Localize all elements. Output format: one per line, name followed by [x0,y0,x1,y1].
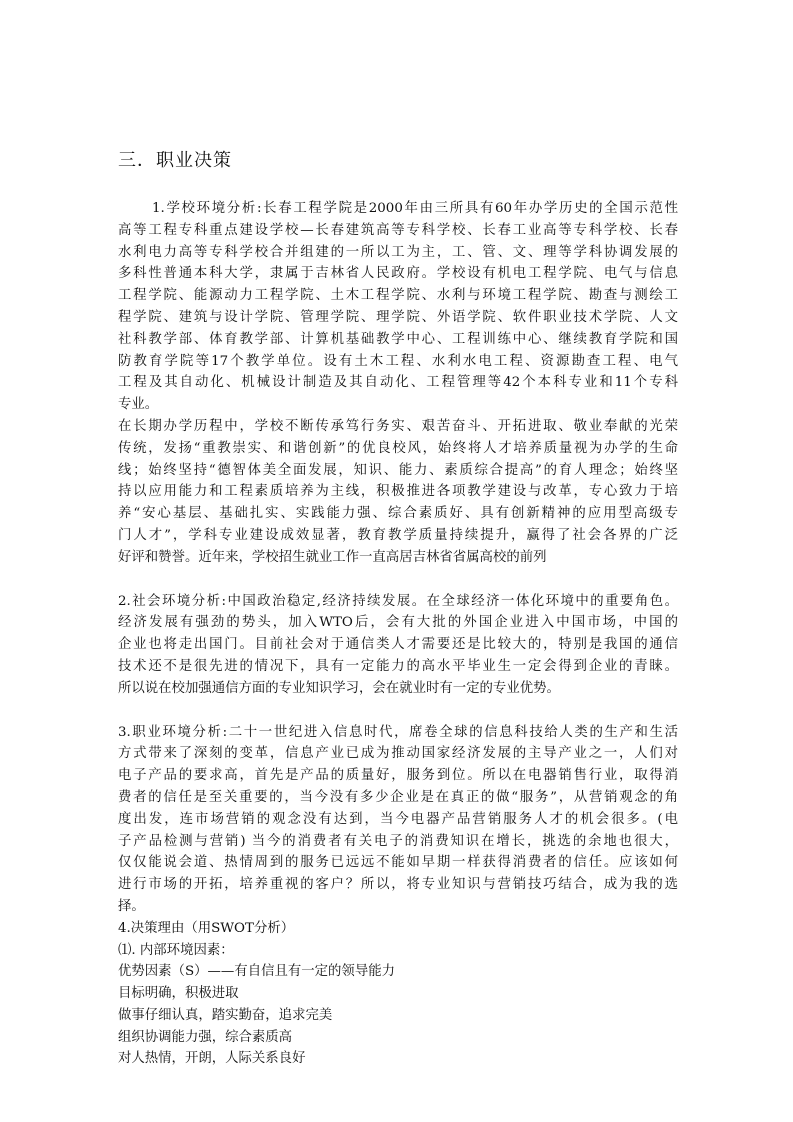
text-line: 水利电力高等专科学校合并组建的一所以工为主，工、管、文、理等学科协调发展的 [118,244,678,260]
text-line: 程学院、建筑与设计学院、管理学院、理学院、外语学院、软件职业技术学院、人文 [118,309,678,325]
text-line: 子产品检测与营销) 当今的消费者有关电子的消费知识在增长，挑选的余地也很大， [118,833,678,849]
list-item: 目标明确，积极进取 [118,986,239,1002]
text-line: 在长期办学历程中，学校不断传承笃行务实、艰苦奋斗、开拓进取、敬业奉献的光荣 [118,418,678,434]
document-body [118,198,678,1070]
paragraph-gap [118,569,678,591]
internal-factors-heading: ⑴. 内部环境因素： [118,942,234,958]
text-line: 电子产品的要求高，首先是产品的质量好，服务到位。所以在电器销售行业，取得消 [118,768,678,784]
text-line: 工程学院、能源动力工程学院、土木工程学院、水利与环境工程学院、勘查与测绘工 [118,288,678,304]
text-line: 持以应用能力和工程素质培养为主线，积极推进各项教学建设与改革，专心致力于培 [118,484,678,500]
section-heading: 三．职业决策 [118,150,232,171]
school-history-paragraph [118,416,678,569]
text-line: 防教育学院等17个教学单位。设有土木工程、水利水电工程、资源勘查工程、电气 [118,353,678,369]
text-line: 费者的信任是至关重要的，当今没有多少企业是在真正的做“服务”，从营销观念的角 [118,789,678,805]
text-line: 3.职业环境分析:二十一世纪进入信息时代，席卷全球的信息科技给人类的生产和生活 [118,724,678,740]
list-item: 对人热情，开朗，人际关系良好 [118,1051,306,1067]
text-line: 门人才”，学科专业建设成效显著，教育教学质量持续提升，赢得了社会各界的广泛 [118,527,678,543]
text-line: 经济发展有强劲的势头，加入WTO后，会有大批的外国企业进入中国市场，中国的 [118,615,678,631]
text-line: 方式带来了深刻的变革，信息产业已成为推动国家经济发展的主导产业之一，人们对 [118,746,678,762]
text-line: 仅仅能说会道、热情周到的服务已远远不能如早期一样获得消费者的信任。应该如何 [118,855,678,871]
list-item: 优势因素（S）——有自信且有一定的领导能力 [118,964,395,980]
social-environment-paragraph [118,591,678,700]
text-line: 社科教学部、体育教学部、计算机基础教学中心、工程训练中心、继续教育学院和国 [118,331,678,347]
text-line: 工程及其自动化、机械设计制造及其自动化、工程管理等42个本科专业和11个专科 [118,375,678,391]
text-line: 企业也将走出国门。目前社会对于通信类人才需要还是比较大的，特别是我国的通信 [118,637,678,653]
text-line: 进行市场的开拓，培养重视的客户？所以，将专业知识与营销技巧结合，成为我的选 [118,877,678,893]
text-line: 1.学校环境分析:长春工程学院是2000年由三所具有60年办学历史的全国示范性 [152,201,678,216]
text-line: 传统，发扬“重教崇实、和谐创新”的优良校风，始终将人才培养质量视为办学的生命 [118,440,678,456]
career-environment-paragraph [118,722,678,918]
text-line: 2.社会环境分析:中国政治稳定,经济持续发展。在全球经济一体化环境中的重要角色。 [118,593,678,609]
text-line: 多科性普通本科大学，隶属于吉林省人民政府。学校设有机电工程学院、电气与信息 [118,266,678,282]
text-line: 专业。 [118,397,159,413]
school-environment-paragraph [118,198,678,416]
swot-heading: 4.决策理由（用SWOT分析） [118,920,295,936]
text-line: 好评和赞誉。近年来，学校招生就业工作一直高居吉林省省属高校的前列 [118,549,547,565]
list-item: 组织协调能力强，综合素质高 [118,1029,293,1045]
text-line: 择。 [118,898,145,914]
text-line: 高等工程专科重点建设学校—长春建筑高等专科学校、长春工业高等专科学校、长春 [118,222,678,238]
paragraph-gap [118,700,678,722]
text-line: 所以说在校加强通信方面的专业知识学习，会在就业时有一定的专业优势。 [118,680,560,696]
text-line: 度出发，连市场营销的观念没有达到，当今电器产品营销服务人才的机会很多。(电 [118,811,678,827]
swot-list [118,918,678,1071]
text-line: 技术还不是很先进的情况下，具有一定能力的高水平毕业生一定会得到企业的青睐。 [118,658,678,674]
list-item: 做事仔细认真，踏实勤奋，追求完美 [118,1007,333,1023]
text-line: 养“安心基层、基础扎实、实践能力强、综合素质好、具有创新精神的应用型高级专 [118,506,678,522]
text-line: 线；始终坚持“德智体美全面发展，知识、能力、素质综合提高”的育人理念；始终坚 [118,462,678,478]
